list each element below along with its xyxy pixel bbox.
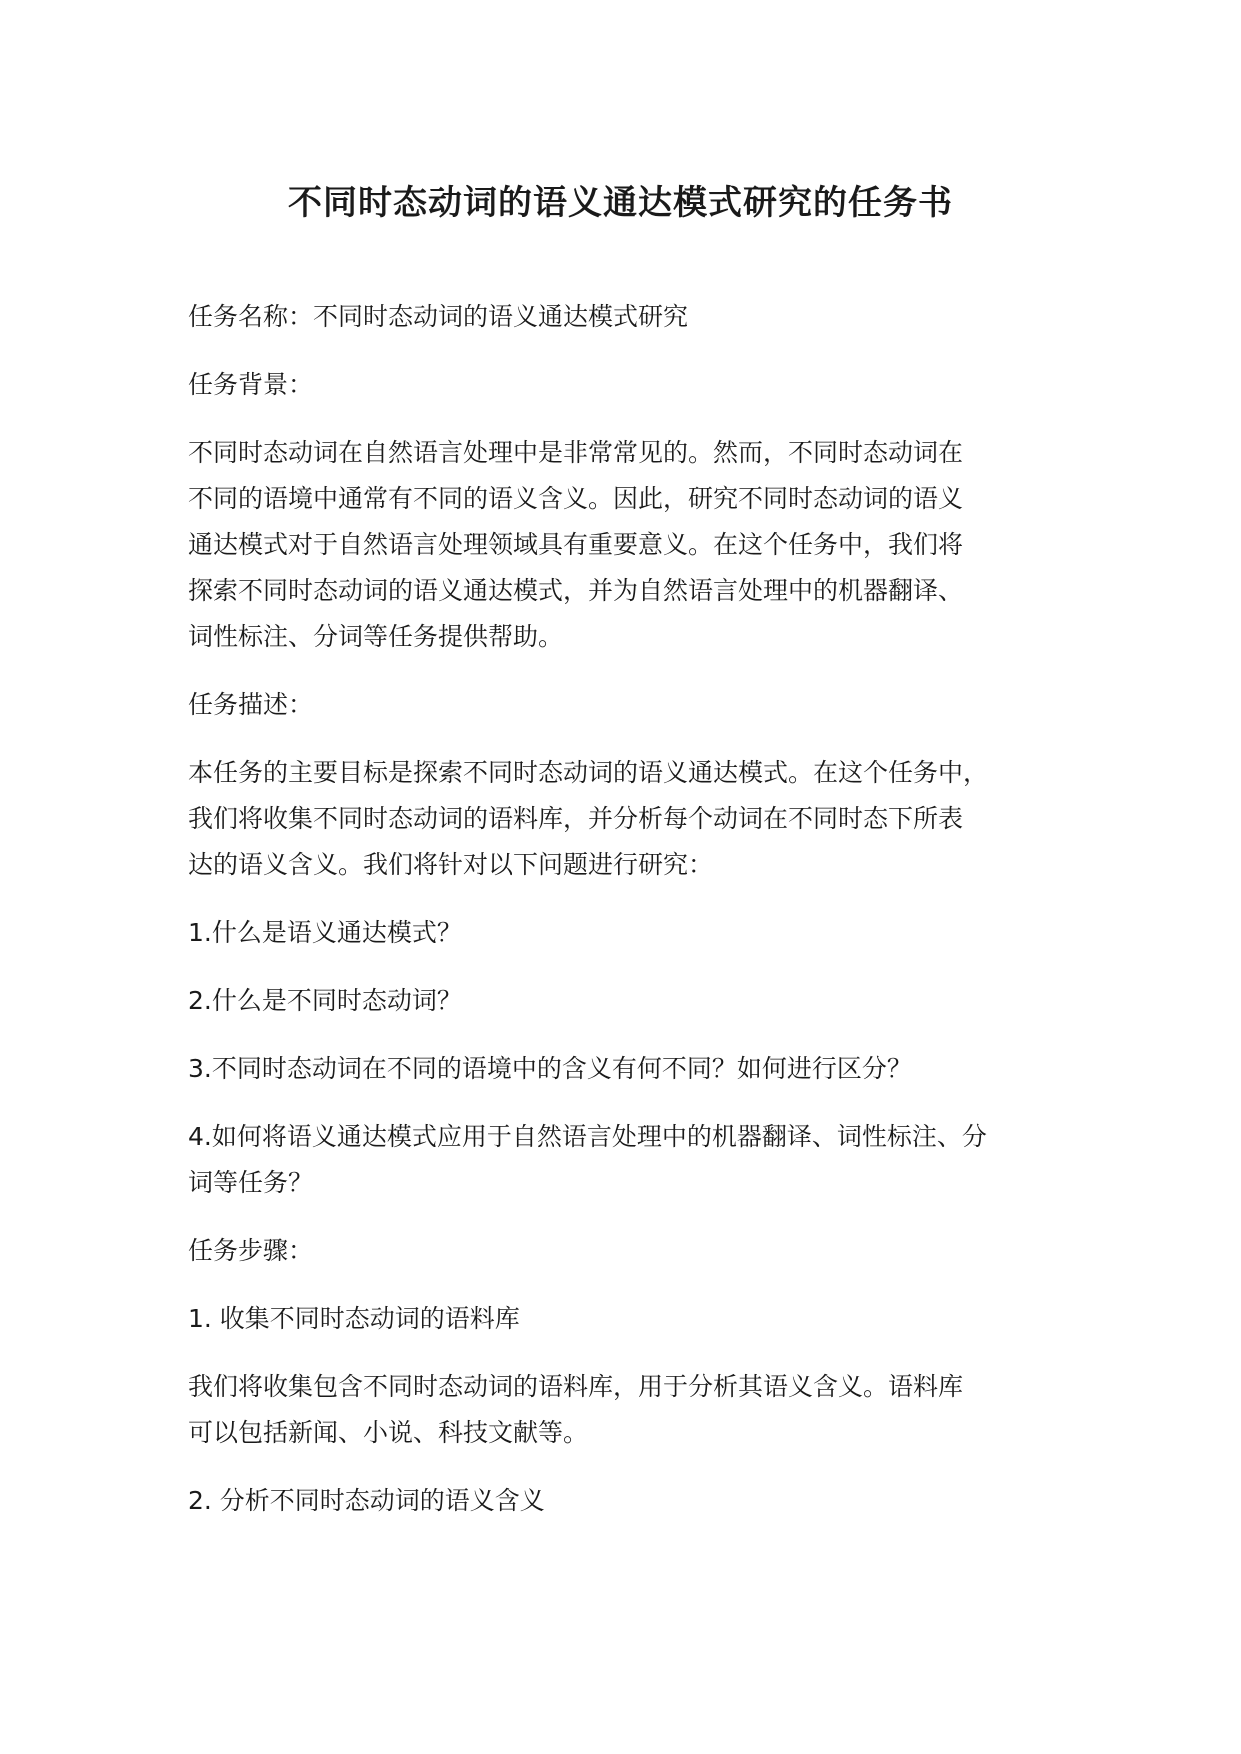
background-line: 探索不同时态动词的语义通达模式，并为自然语言处理中的机器翻译、: [188, 576, 964, 605]
background-line: 不同时态动词在自然语言处理中是非常常见的。然而，不同时态动词在: [188, 438, 964, 467]
steps-heading: 任务步骤：: [188, 1236, 314, 1265]
description-heading: 任务描述：: [188, 690, 314, 719]
question-1: 1.什么是语义通达模式？: [188, 918, 462, 947]
description-paragraph: [188, 750, 1088, 888]
task-name: 任务名称：不同时态动词的语义通达模式研究: [188, 302, 689, 331]
question-4: [188, 1114, 1088, 1206]
question-4-line: 4.如何将语义通达模式应用于自然语言处理中的机器翻译、词性标注、分: [188, 1122, 987, 1151]
document-body: [188, 294, 1088, 1546]
step-1-title: 1. 收集不同时态动词的语料库: [188, 1304, 520, 1333]
background-paragraph: [188, 430, 1088, 660]
step-1-line: 我们将收集包含不同时态动词的语料库，用于分析其语义含义。语料库: [188, 1372, 964, 1401]
description-line: 达的语义含义。我们将针对以下问题进行研究：: [188, 850, 714, 879]
step-2-title: 2. 分析不同时态动词的语义含义: [188, 1486, 545, 1515]
background-line: 通达模式对于自然语言处理领域具有重要意义。在这个任务中，我们将: [188, 530, 964, 559]
step-1-line: 可以包括新闻、小说、科技文献等。: [188, 1418, 589, 1447]
background-line: 词性标注、分词等任务提供帮助。: [188, 622, 564, 651]
question-3: 3.不同时态动词在不同的语境中的含义有何不同？如何进行区分？: [188, 1054, 912, 1083]
description-line: 我们将收集不同时态动词的语料库，并分析每个动词在不同时态下所表: [188, 804, 964, 833]
background-heading: 任务背景：: [188, 370, 314, 399]
question-4-line: 词等任务？: [188, 1168, 314, 1197]
step-1-paragraph: [188, 1364, 1088, 1456]
description-line: 本任务的主要目标是探索不同时态动词的语义通达模式。在这个任务中，: [188, 758, 989, 787]
document-title: 不同时态动词的语义通达模式研究的任务书: [288, 183, 953, 223]
background-line: 不同的语境中通常有不同的语义含义。因此，研究不同时态动词的语义: [188, 484, 964, 513]
question-2: 2.什么是不同时态动词？: [188, 986, 462, 1015]
